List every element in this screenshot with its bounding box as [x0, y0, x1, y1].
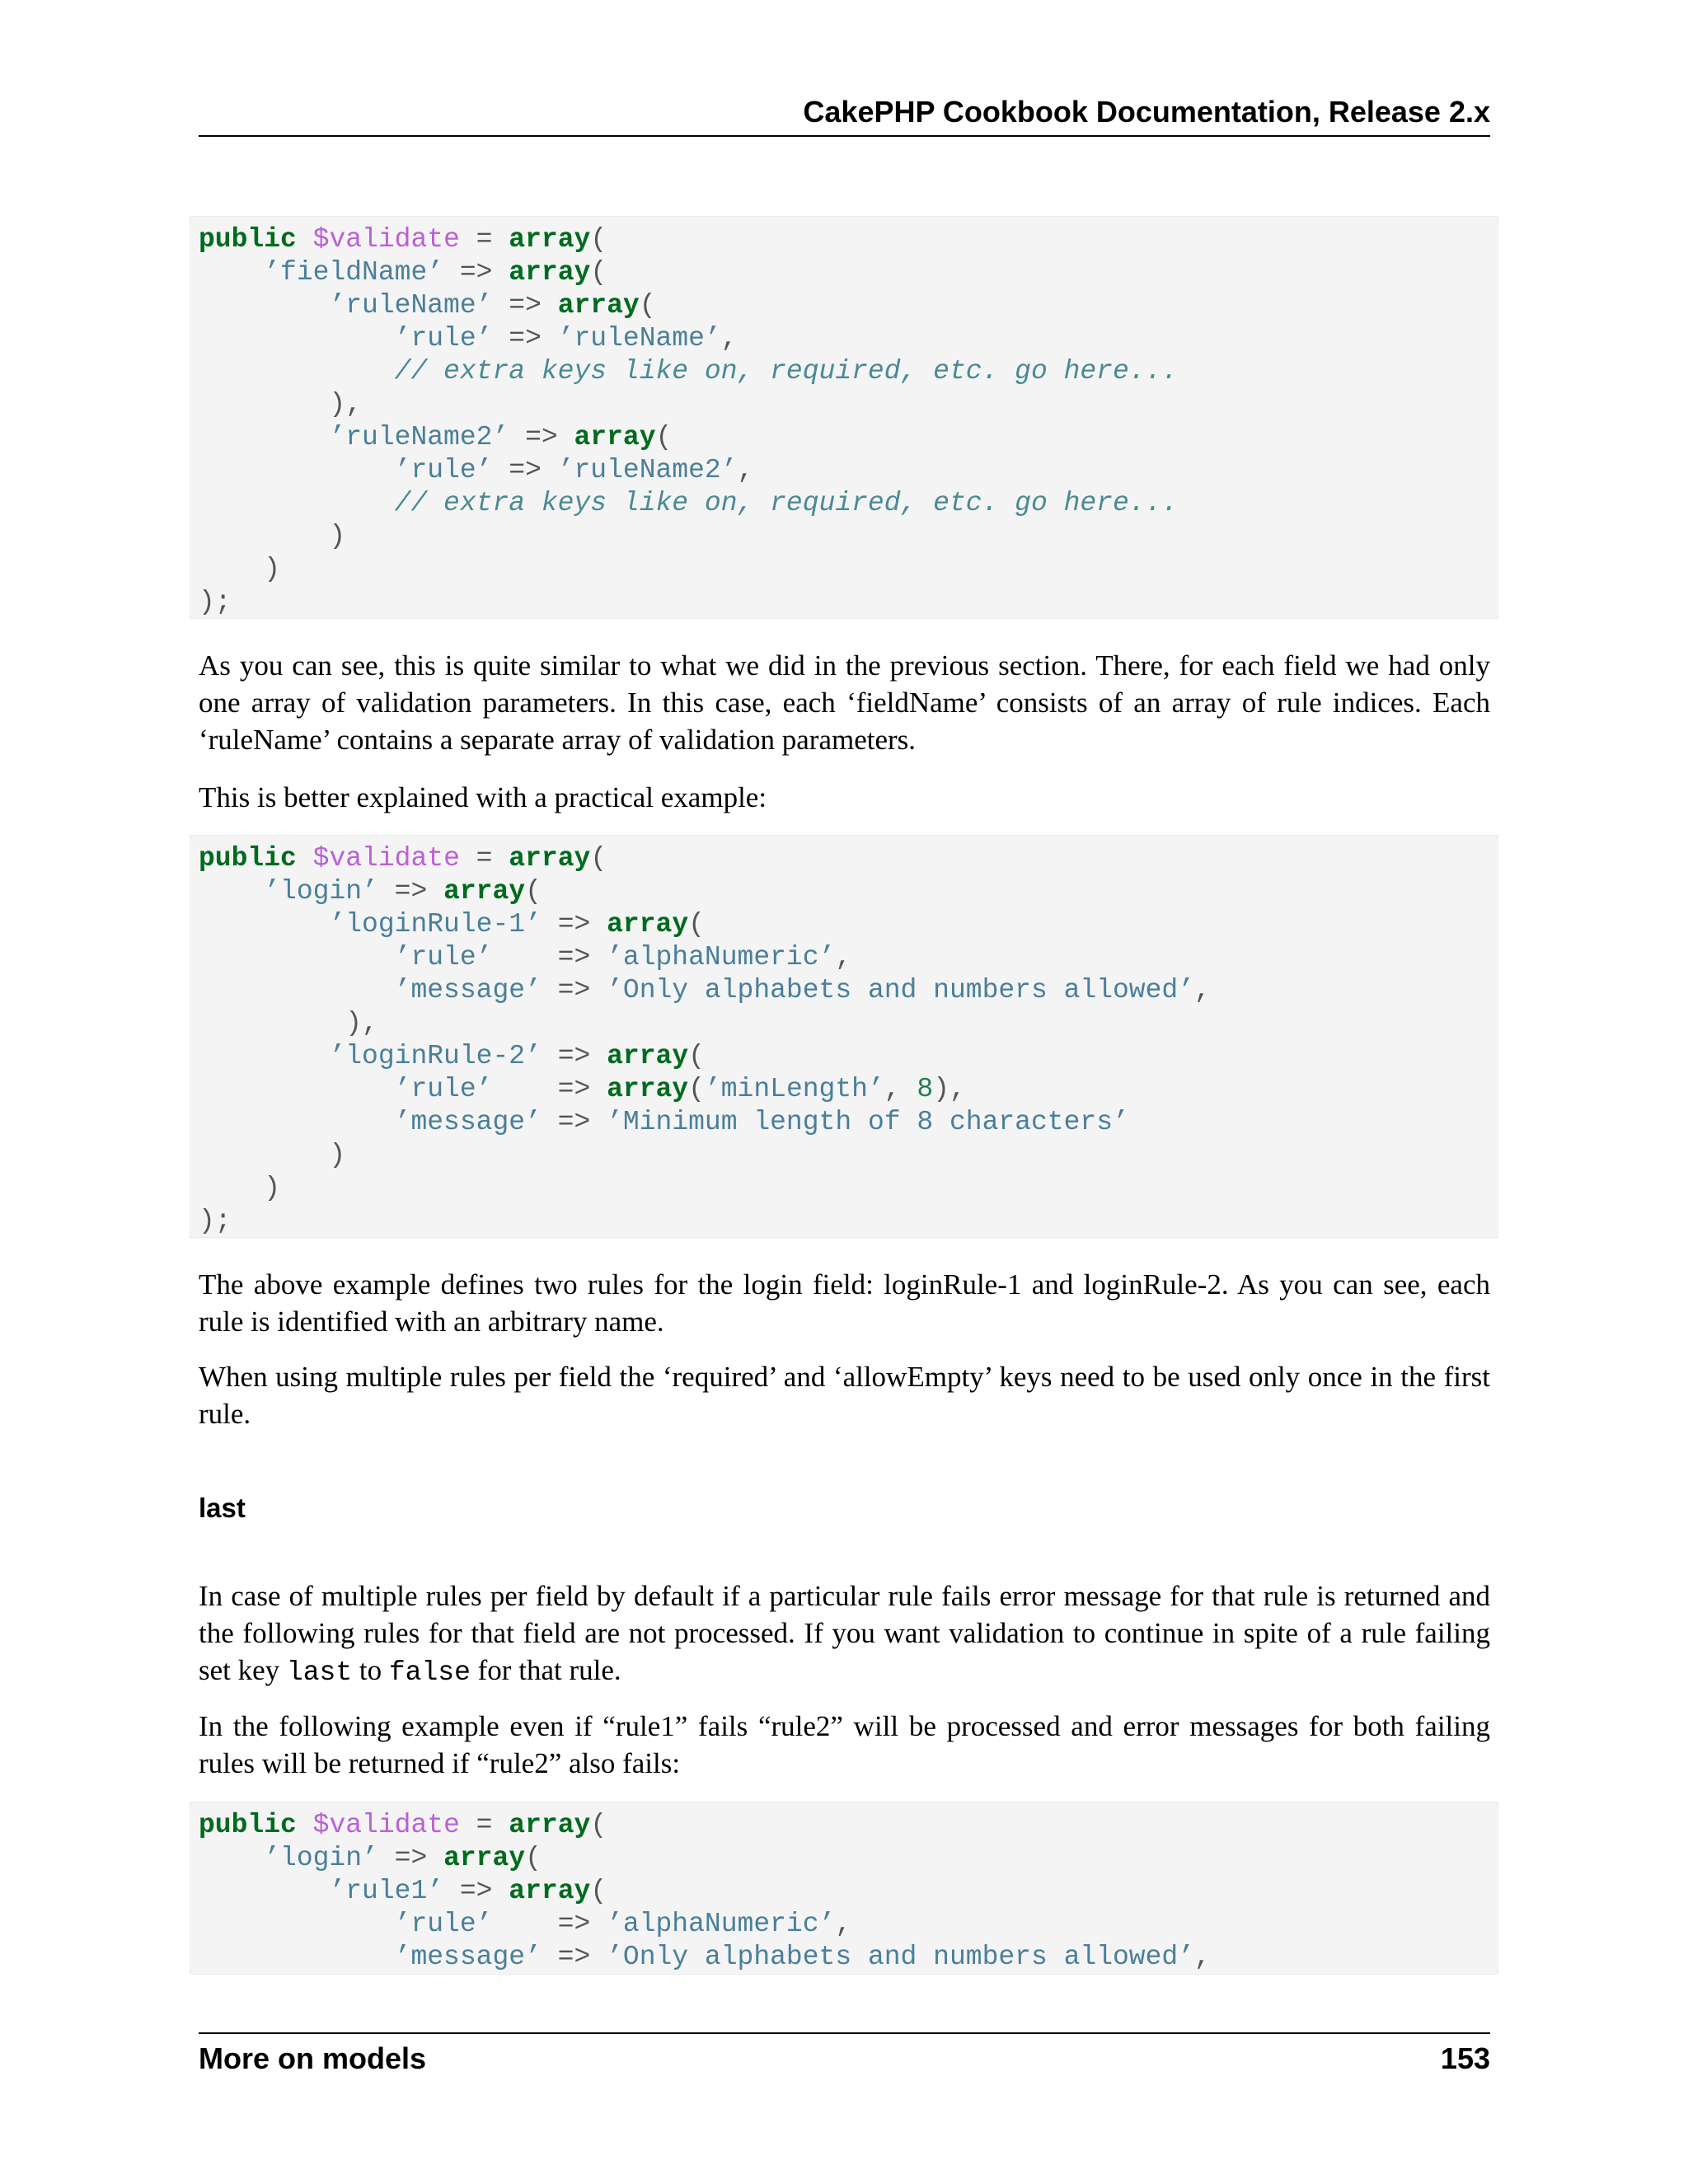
code-keyword: public — [199, 843, 297, 874]
code-block-2 — [190, 835, 1498, 1238]
code-text: , — [835, 942, 852, 972]
footer-page-number: 153 — [1440, 2041, 1490, 2075]
footer-section-title: More on models — [199, 2041, 427, 2075]
code-text: ( — [655, 422, 673, 452]
code-text: ( — [525, 876, 542, 907]
code-line — [199, 421, 1498, 454]
header-title: CakePHP Cookbook Documentation, Release 2.x — [803, 95, 1490, 129]
code-keyword: array — [443, 876, 526, 907]
code-line — [199, 586, 1498, 619]
code-text: = — [459, 224, 509, 255]
code-string: ’alphaNumeric’ — [607, 1909, 836, 1939]
code-text — [199, 455, 395, 485]
code-text: , — [884, 1074, 917, 1104]
code-string: ’rule’ — [394, 455, 493, 485]
code-line — [199, 1809, 1498, 1842]
code-text — [199, 356, 395, 387]
code-line — [199, 454, 1498, 487]
code-string: ’login’ — [264, 876, 378, 907]
code-comment: // extra keys like on, required, etc. go here... — [394, 356, 1179, 387]
code-text — [199, 1942, 395, 1972]
code-text — [199, 942, 395, 972]
code-text: ( — [525, 1843, 542, 1873]
code-string: ’minLength’ — [704, 1074, 884, 1104]
code-text: ), — [199, 389, 363, 419]
code-text: => — [443, 1876, 509, 1906]
code-string: ’ruleName2’ — [557, 455, 738, 485]
code-text: => — [492, 1909, 607, 1939]
code-text: ) — [199, 554, 281, 584]
code-text: => — [377, 1843, 444, 1873]
code-string: ’rule’ — [394, 1074, 493, 1104]
code-line — [199, 487, 1498, 520]
code-text: ( — [688, 1074, 705, 1104]
code-string: ’rule’ — [394, 1909, 493, 1939]
code-line — [199, 223, 1498, 256]
code-text — [199, 290, 329, 321]
paragraph-6: In the following example even if “rule1” fails “rule2” will be processed and error messages for both failing rules will be returned if “rule2” also fails: — [199, 1710, 1490, 1779]
code-text: ( — [590, 1876, 607, 1906]
code-block-1 — [190, 216, 1498, 619]
code-keyword: array — [509, 1810, 591, 1840]
code-keyword: array — [509, 1876, 591, 1906]
code-keyword: array — [607, 909, 689, 940]
code-text: ( — [639, 290, 656, 321]
code-text: ( — [688, 909, 705, 940]
code-string: ’message’ — [394, 1107, 542, 1137]
code-keyword: public — [199, 1810, 297, 1840]
code-text: => — [541, 909, 607, 940]
code-text: , — [720, 323, 738, 354]
code-text: = — [459, 1810, 509, 1840]
code-text — [199, 1843, 264, 1873]
code-text: ( — [688, 1041, 705, 1071]
code-string: ’login’ — [264, 1843, 378, 1873]
code-text: => — [541, 1942, 607, 1972]
code-keyword: array — [509, 257, 591, 288]
code-string: ’rule’ — [394, 942, 493, 972]
code-text — [199, 257, 264, 288]
code-keyword: array — [607, 1041, 689, 1071]
paragraph-5-text-a: In case of multiple rules per field by default if a particular rule fails error message for that rule is returned and the following rules for that field are not processed. If you want validation to continue in spite of a rule failing set key — [199, 1580, 1490, 1686]
code-text: => — [492, 942, 607, 972]
code-text: => — [541, 975, 607, 1005]
code-text: , — [737, 455, 754, 485]
code-text: => — [377, 876, 444, 907]
code-line — [199, 388, 1498, 421]
code-text: ); — [199, 1206, 232, 1236]
code-line — [199, 842, 1498, 875]
inline-code-false: false — [388, 1657, 471, 1688]
code-string: ’ruleName2’ — [329, 422, 509, 452]
code-text: => — [541, 1041, 607, 1071]
code-block-3 — [190, 1802, 1498, 1975]
code-text — [297, 1810, 313, 1840]
paragraph-3: The above example defines two rules for the login field: loginRule-1 and loginRule-2. As you can see, each rule is identified with an arbitrary name. — [199, 1268, 1490, 1338]
code-line — [199, 520, 1498, 553]
code-keyword: array — [443, 1843, 526, 1873]
code-number: 8 — [917, 1074, 934, 1104]
code-string: ’alphaNumeric’ — [607, 942, 836, 972]
code-text: ( — [590, 257, 607, 288]
code-line — [199, 355, 1498, 388]
code-string: ’ruleName’ — [329, 290, 493, 321]
code-text: , — [1194, 1942, 1211, 1972]
code-text — [199, 422, 329, 452]
code-text — [199, 1909, 395, 1939]
code-keyword: array — [574, 422, 656, 452]
code-line — [199, 1073, 1498, 1106]
page-header — [199, 89, 1490, 137]
code-line — [199, 1875, 1498, 1908]
code-line — [199, 1205, 1498, 1238]
code-text — [199, 1041, 329, 1071]
code-variable: $validate — [312, 224, 460, 255]
code-comment: // extra keys like on, required, etc. go here... — [394, 488, 1179, 518]
code-text: => — [509, 422, 574, 452]
code-string: ’Minimum length of 8 characters’ — [607, 1107, 1129, 1137]
code-text: ) — [199, 1173, 281, 1203]
code-text: => — [492, 323, 558, 354]
code-string: ’loginRule-1’ — [329, 909, 542, 940]
code-keyword: array — [509, 843, 591, 874]
code-text: ), — [199, 1008, 378, 1038]
code-string: ’ruleName’ — [557, 323, 721, 354]
paragraph-5-text-c: for that rule. — [470, 1654, 621, 1686]
code-text: => — [492, 1074, 607, 1104]
paragraph-4: When using multiple rules per field the ‘required’ and ‘allowEmpty’ keys need to be used only once in the first rule. — [199, 1361, 1490, 1430]
paragraph-5 — [199, 1577, 1490, 1691]
code-string: ’Only alphabets and numbers allowed’ — [607, 1942, 1195, 1972]
code-text — [199, 323, 395, 354]
code-text — [199, 1876, 329, 1906]
code-string: ’message’ — [394, 975, 542, 1005]
code-string: ’loginRule-2’ — [329, 1041, 542, 1071]
code-line — [199, 875, 1498, 908]
code-line — [199, 1106, 1498, 1139]
code-line — [199, 1172, 1498, 1205]
section-heading: last — [199, 1493, 246, 1523]
code-string: ’message’ — [394, 1942, 542, 1972]
code-line — [199, 941, 1498, 974]
code-text: , — [1194, 975, 1211, 1005]
code-text: ) — [199, 521, 346, 551]
code-line — [199, 1842, 1498, 1875]
code-text — [199, 909, 329, 940]
paragraph-2: This is better explained with a practical example: — [199, 781, 767, 813]
code-keyword: array — [509, 224, 591, 255]
code-line — [199, 553, 1498, 586]
code-text — [297, 224, 313, 255]
code-keyword: array — [607, 1074, 689, 1104]
code-text: ( — [590, 224, 607, 255]
page-footer — [199, 2032, 1490, 2080]
code-line — [199, 908, 1498, 941]
code-line — [199, 974, 1498, 1007]
code-keyword: public — [199, 224, 297, 255]
code-string: ’rule1’ — [329, 1876, 444, 1906]
code-text: => — [541, 1107, 607, 1137]
code-line — [199, 1908, 1498, 1941]
code-string: ’rule’ — [394, 323, 493, 354]
code-text: => — [443, 257, 509, 288]
code-line — [199, 1007, 1498, 1040]
code-text: ( — [590, 843, 607, 874]
code-text: ); — [199, 587, 232, 617]
code-line — [199, 1941, 1498, 1974]
code-text: => — [492, 290, 558, 321]
code-text: ), — [933, 1074, 966, 1104]
code-keyword: array — [557, 290, 640, 321]
inline-code-last: last — [286, 1657, 353, 1688]
code-text: ( — [590, 1810, 607, 1840]
code-variable: $validate — [312, 843, 460, 874]
code-text: => — [492, 455, 558, 485]
code-text: = — [459, 843, 509, 874]
code-line — [199, 1139, 1498, 1172]
code-text — [199, 1074, 395, 1104]
code-text — [199, 1107, 395, 1137]
code-string: ’Only alphabets and numbers allowed’ — [607, 975, 1195, 1005]
code-text: , — [835, 1909, 852, 1939]
code-variable: $validate — [312, 1810, 460, 1840]
code-line — [199, 322, 1498, 355]
code-line — [199, 256, 1498, 289]
code-line — [199, 1040, 1498, 1073]
code-line — [199, 289, 1498, 322]
code-text — [199, 488, 395, 518]
code-text: ) — [199, 1140, 346, 1170]
code-string: ’fieldName’ — [264, 257, 444, 288]
code-text — [297, 843, 313, 874]
code-text — [199, 975, 395, 1005]
code-text — [199, 876, 264, 907]
paragraph-1: As you can see, this is quite similar to what we did in the previous section. There, for each field we had only one array of validation parameters. In this case, each ‘fieldName’ consists of an array of rule indices. Each ‘ruleName’ contains a separate array of validation parameters. — [199, 649, 1490, 756]
paragraph-5-text-b: to — [352, 1654, 389, 1686]
